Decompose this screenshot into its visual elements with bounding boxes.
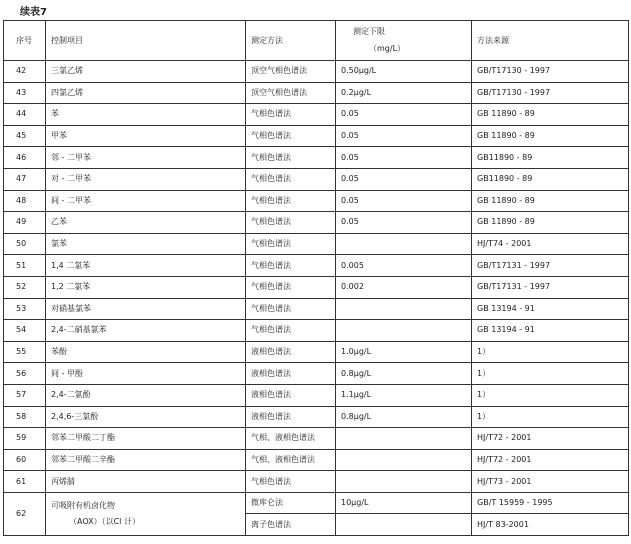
cell-item (46, 492, 246, 535)
cell-item-line2: （AOX）（以Cl 计） (69, 516, 140, 526)
cell-seq: 55 (4, 341, 46, 363)
cell-item: 四氯乙烯 (46, 82, 246, 104)
cell-seq: 59 (4, 428, 46, 450)
table-row (4, 449, 629, 471)
cell-source: GB 13194 - 91 (472, 320, 629, 342)
table-row (4, 276, 629, 298)
cell-seq: 45 (4, 125, 46, 147)
cell-item: 氯苯 (46, 233, 246, 255)
cell-item: 邻苯二甲酸二辛酯 (46, 449, 246, 471)
cell-source: GB/T17131 - 1997 (472, 255, 629, 277)
cell-source: 1） (472, 363, 629, 385)
cell-seq: 53 (4, 298, 46, 320)
cell-source: HJ/T 83-2001 (472, 514, 629, 536)
cell-seq: 61 (4, 471, 46, 493)
table-row (4, 82, 629, 104)
cell-method: 顶空气相色谱法 (246, 82, 336, 104)
cell-item: 邻 - 二甲苯 (46, 147, 246, 169)
cell-limit: 0.05 (336, 125, 472, 147)
cell-limit: 0.8μg/L (336, 363, 472, 385)
cell-method: 气相、液相色谱法 (246, 428, 336, 450)
cell-item-line1: 可吸附有机卤化物 (51, 500, 115, 510)
table-row (4, 233, 629, 255)
table-row (4, 471, 629, 493)
cell-method: 液相色谱法 (246, 341, 336, 363)
cell-source: 1） (472, 384, 629, 406)
header-method: 测定方法 (246, 21, 336, 61)
cell-method: 气相色谱法 (246, 190, 336, 212)
cell-item: 丙烯腈 (46, 471, 246, 493)
table-row (4, 255, 629, 277)
cell-method: 气相色谱法 (246, 276, 336, 298)
cell-source: HJ/T72 - 2001 (472, 449, 629, 471)
cell-seq: 48 (4, 190, 46, 212)
cell-source: GB11890 - 89 (472, 147, 629, 169)
cell-source: GB 11890 - 89 (472, 125, 629, 147)
header-row (4, 21, 629, 61)
cell-seq: 62 (4, 492, 46, 535)
cell-source: GB/T17130 - 1997 (472, 61, 629, 83)
cell-limit: 0.005 (336, 255, 472, 277)
table-row (4, 104, 629, 126)
cell-source: 1） (472, 406, 629, 428)
cell-seq: 49 (4, 212, 46, 234)
cell-source: HJ/T73 - 2001 (472, 471, 629, 493)
cell-limit: 0.05 (336, 147, 472, 169)
cell-item: 乙苯 (46, 212, 246, 234)
cell-item: 三氯乙烯 (46, 61, 246, 83)
cell-source: HJ/T74 - 2001 (472, 233, 629, 255)
cell-item: 2,4,6-三氯酚 (46, 406, 246, 428)
cell-seq: 50 (4, 233, 46, 255)
cell-seq: 54 (4, 320, 46, 342)
header-source: 方法来源 (472, 21, 629, 61)
cell-method: 气相色谱法 (246, 233, 336, 255)
cell-method: 离子色谱法 (246, 514, 336, 536)
cell-limit: 1.1μg/L (336, 384, 472, 406)
cell-limit (336, 320, 472, 342)
header-item: 控制项目 (46, 21, 246, 61)
cell-item: 2,4-二硝基氯苯 (46, 320, 246, 342)
table-row (4, 406, 629, 428)
cell-method: 液相色谱法 (246, 363, 336, 385)
cell-limit (336, 233, 472, 255)
cell-item: 苯 (46, 104, 246, 126)
cell-item: 对硝基氯苯 (46, 298, 246, 320)
header-limit (336, 21, 472, 61)
cell-limit (336, 471, 472, 493)
cell-limit: 0.05 (336, 168, 472, 190)
table-row (4, 363, 629, 385)
cell-source: HJ/T72 - 2001 (472, 428, 629, 450)
cell-item: 2,4-二氯酚 (46, 384, 246, 406)
cell-limit (336, 449, 472, 471)
cell-limit: 0.8μg/L (336, 406, 472, 428)
cell-seq: 42 (4, 61, 46, 83)
cell-source: GB/T17131 - 1997 (472, 276, 629, 298)
cell-source: GB 13194 - 91 (472, 298, 629, 320)
table-row (4, 384, 629, 406)
table-row (4, 428, 629, 450)
cell-item: 邻苯二甲酸二丁酯 (46, 428, 246, 450)
cell-source: GB 11890 - 89 (472, 212, 629, 234)
cell-method: 气相色谱法 (246, 320, 336, 342)
cell-limit: 0.2μg/L (336, 82, 472, 104)
table-row-62a (4, 492, 629, 514)
cell-seq: 60 (4, 449, 46, 471)
table-row (4, 168, 629, 190)
cell-seq: 58 (4, 406, 46, 428)
cell-method: 微库仑法 (246, 492, 336, 514)
cell-method: 气相、液相色谱法 (246, 449, 336, 471)
header-seq: 序号 (4, 21, 46, 61)
cell-limit: 0.50μg/L (336, 61, 472, 83)
cell-method: 气相色谱法 (246, 168, 336, 190)
cell-method: 气相色谱法 (246, 255, 336, 277)
table-row (4, 125, 629, 147)
cell-seq: 52 (4, 276, 46, 298)
cell-method: 顶空气相色谱法 (246, 61, 336, 83)
table-row (4, 298, 629, 320)
cell-limit (336, 514, 472, 536)
cell-source: GB 11890 - 89 (472, 190, 629, 212)
cell-limit: 0.002 (336, 276, 472, 298)
cell-seq: 57 (4, 384, 46, 406)
cell-limit: 1.0μg/L (336, 341, 472, 363)
cell-method: 液相色谱法 (246, 384, 336, 406)
cell-seq: 51 (4, 255, 46, 277)
cell-source: GB 11890 - 89 (472, 104, 629, 126)
table-row (4, 320, 629, 342)
cell-item: 1,2 二氯苯 (46, 276, 246, 298)
cell-method: 气相色谱法 (246, 147, 336, 169)
table-row (4, 190, 629, 212)
monitoring-methods-table (3, 20, 629, 536)
cell-item: 间 - 甲酚 (46, 363, 246, 385)
cell-seq: 44 (4, 104, 46, 126)
cell-limit: 0.05 (336, 104, 472, 126)
cell-seq: 43 (4, 82, 46, 104)
cell-limit: 10μg/L (336, 492, 472, 514)
table-row (4, 212, 629, 234)
cell-seq: 46 (4, 147, 46, 169)
cell-method: 气相色谱法 (246, 104, 336, 126)
cell-source: GB11890 - 89 (472, 168, 629, 190)
cell-item: 甲苯 (46, 125, 246, 147)
cell-item: 苯酚 (46, 341, 246, 363)
cell-method: 气相色谱法 (246, 125, 336, 147)
cell-limit: 0.05 (336, 212, 472, 234)
cell-item: 对 - 二甲苯 (46, 168, 246, 190)
cell-item: 1,4 二氯苯 (46, 255, 246, 277)
table-body (4, 61, 629, 536)
cell-method: 液相色谱法 (246, 406, 336, 428)
table-row (4, 147, 629, 169)
table-row (4, 341, 629, 363)
cell-method: 气相色谱法 (246, 298, 336, 320)
cell-source: GB/T 15959 - 1995 (472, 492, 629, 514)
header-limit-line2: （mg/L） (369, 44, 406, 53)
cell-limit (336, 298, 472, 320)
table-row (4, 61, 629, 83)
table-caption: 续表7 (20, 7, 47, 18)
cell-seq: 56 (4, 363, 46, 385)
header-limit-line1: 测定下限 (353, 27, 385, 36)
cell-method: 气相色谱法 (246, 471, 336, 493)
cell-source: GB/T17130 - 1997 (472, 82, 629, 104)
cell-limit (336, 428, 472, 450)
cell-method: 气相色谱法 (246, 212, 336, 234)
cell-item: 间 - 二甲苯 (46, 190, 246, 212)
cell-limit: 0.05 (336, 190, 472, 212)
cell-source: 1） (472, 341, 629, 363)
cell-seq: 47 (4, 168, 46, 190)
